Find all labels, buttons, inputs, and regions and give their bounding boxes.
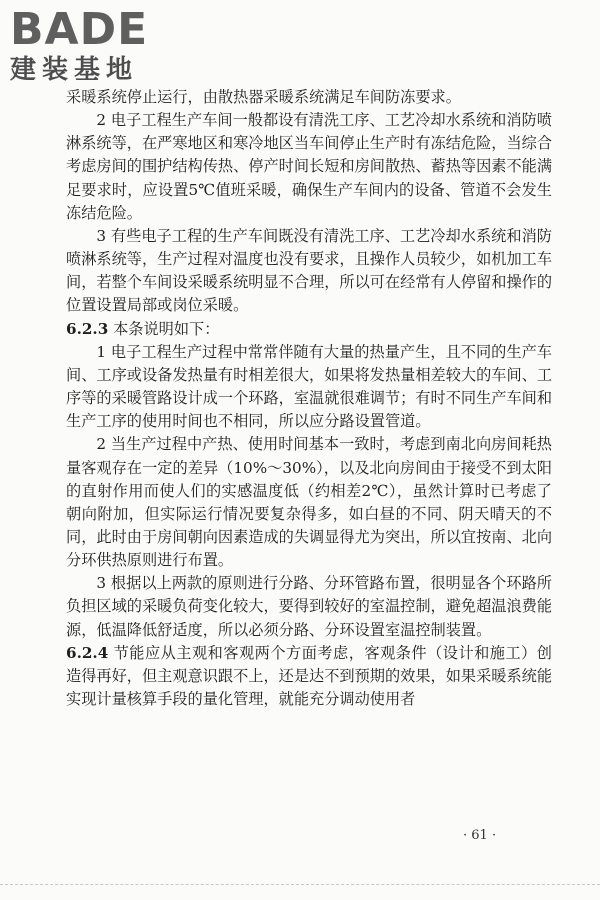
paragraph: 1 电子工程生产过程中常常伴随有大量的热量产生，且不同的生产车间、工序或设备发热量有时相差很大，如果将发热量相差较大的车间、工序等的采暖管路设计成一个环路，室温就很难调节；有时不同生产车间和生产工序的使用时间也不相同，所以应分路设置管道。 — [66, 342, 552, 431]
logo — [10, 4, 180, 85]
footer-divider — [0, 884, 600, 885]
section-paragraph: 6.2.3 本条说明如下： — [66, 319, 220, 338]
document-body — [66, 86, 552, 711]
page-number: · 61 · — [463, 828, 497, 843]
section-number: 6.2.4 — [66, 643, 109, 662]
paragraph: 3 根据以上两款的原则进行分路、分环管路布置，很明显各个环路所负担区域的采暖负荷变化较大，要得到较好的室温控制，避免超温浪费能源，低温降低舒适度，所以必须分路、分环设置室温控制装置。 — [66, 574, 552, 639]
paragraph: 采暖系统停止运行，由散热器采暖系统满足车间防冻要求。 — [66, 88, 461, 106]
logo-brand: BADE — [10, 4, 149, 55]
section-number: 6.2.3 — [66, 319, 109, 338]
logo-subtitle: 建装基地 — [10, 55, 139, 85]
section-paragraph: 6.2.4 节能应从主观和客观两个方面考虑，客观条件（设计和施工）创造得再好，但主观意识跟不上，还是达不到预期的效果，如果采暖系统能实现计量核算手段的量化管理，就能充分调动使用者 — [66, 643, 552, 709]
paragraph: 2 电子工程生产车间一般都设有清洗工序、工艺冷却水系统和消防喷淋系统等，在严寒地区和寒冷地区当车间停止生产时有冻结危险，当综合考虑房间的围护结构传热、停产时间长短和房间散热、蓄热等因素不能满足要求时，应设置5℃值班采暖，确保生产车间内的设备、管道不会发生冻结危险。 — [66, 111, 552, 222]
paragraph: 2 当生产过程中产热、使用时间基本一致时，考虑到南北向房间耗热量客观存在一定的差异（10%～30%），以及北向房间由于接受不到太阳的直射作用而使人们的实感温度低（约相差2℃），虽然计算时已考虑了朝向附加，但实际运行情况要复杂得多，如白昼的不同、阴天晴天的不同，此时由于房间朝向因素造成的失调显得尤为突出，所以宜按南、北向分环供热原则进行布置。 — [66, 435, 552, 570]
paragraph: 3 有些电子工程的生产车间既没有清洗工序、工艺冷却水系统和消防喷淋系统等，生产过程对温度也没有要求，且操作人员较少，如机加工车间，若整个车间设采暖系统明显不合理，所以可在经常有人停留和操作的位置设置局部或岗位采暖。 — [66, 226, 552, 315]
